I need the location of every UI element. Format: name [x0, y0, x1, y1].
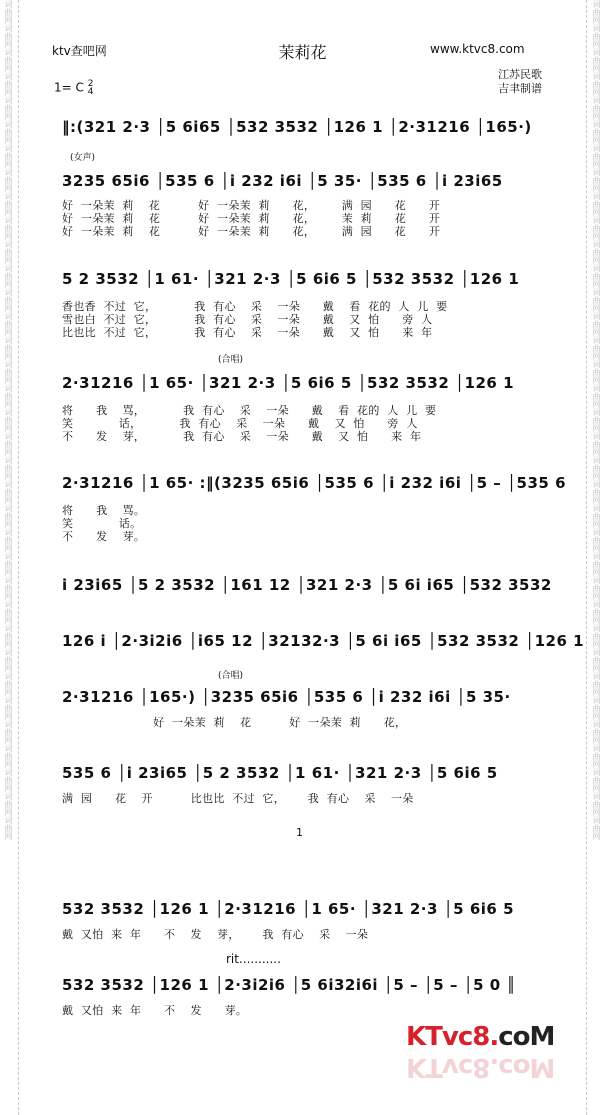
- score-line-6: i 23i65 │5 2 3532 │161 12 │321 2·3 │5 6i i65 │532 3532: [62, 576, 552, 594]
- time-bottom: 4: [87, 87, 94, 97]
- score-line-2: 3235 65i6 │535 6 │i 232 i6i │5 35· │535 6 │i 23i65: [62, 172, 503, 190]
- score-line-3: 5 2 3532 │1 61· │321 2·3 │5 6i6 5 │532 3532 │126 1: [62, 270, 520, 288]
- lyric-2b: 雪也白 不过 它， 我 有心 采 一朵 戴 又 怕 旁 人: [62, 313, 433, 326]
- lyric-1c: 好 一朵茉 莉 花 好 一朵茉 莉 花， 满 园 花 开: [62, 225, 441, 238]
- time-top: 2: [87, 79, 94, 89]
- time-signature: [88, 80, 94, 96]
- lyric-2c: 比也比 不过 它， 我 有心 采 一朵 戴 又 怕 来 年: [62, 326, 433, 339]
- lyric-5: 好 一朵茉 莉 花 好 一朵茉 莉 花，: [62, 716, 407, 729]
- tag-chorus-2: (合唱): [218, 671, 244, 681]
- lyric-3b: 笑 话， 我 有心 采 一朵 戴 又 怕 旁 人: [62, 417, 418, 430]
- score-line-1: ‖:(321 2·3 │5 6i65 │532 3532 │126 1 │2·31216 │165·): [62, 118, 532, 136]
- score-line-11: 532 3532 │126 1 │2·3i2i6 │5 6i32i6i │5 – │5 – │5 0 ║: [62, 976, 516, 994]
- left-margin-strip: [0, 0, 19, 1115]
- margin-watermark-right: 词曲网词曲网词曲网词曲网词曲网词曲网词曲网词曲网词曲网词曲网词曲网词曲网词曲网词曲网词曲网词曲网词曲网词曲网词曲网词曲网词曲网词曲网词曲网词曲网词曲网词曲网词曲网词曲网词曲网词曲网词曲网词曲网词曲网词曲网词曲网: [592, 0, 601, 840]
- site-logo: [406, 1022, 554, 1052]
- score-line-7: 126 i │2·3i2i6 │i65 12 │32132·3 │5 6i i65 │532 3532 │126 1: [62, 632, 585, 650]
- lyric-3a: 将 我 骂， 我 有心 采 一朵 戴 看 花的 人 儿 要: [62, 404, 437, 417]
- logo-part-1: KTvc8.: [406, 1022, 499, 1052]
- lyric-3c: 不 发 芽， 我 有心 采 一朵 戴 又 怕 来 年: [62, 430, 422, 443]
- lyric-4c: 不 发 芽。: [62, 530, 146, 543]
- song-title: 茉莉花: [278, 43, 327, 62]
- lyric-2a: 香也香 不过 它， 我 有心 采 一朵 戴 看 花的 人 儿 要: [62, 300, 448, 313]
- logo-reflection-text-2: coM: [498, 1052, 555, 1082]
- tag-chorus-1: (合唱): [218, 355, 244, 365]
- credit-arranger: 吉聿制谱: [498, 82, 542, 95]
- lyric-8: 戴 又怕 来 年 不 发 芽。: [62, 1004, 248, 1017]
- logo-reflection-text: KTvc8.: [406, 1052, 499, 1082]
- score-line-10: 532 3532 │126 1 │2·31216 │1 65· │321 2·3 │5 6i6 5: [62, 900, 515, 918]
- score-line-4: 2·31216 │1 65· │321 2·3 │5 6i6 5 │532 3532 │126 1: [62, 374, 515, 392]
- key-signature: [54, 80, 93, 96]
- site-url: www.ktvc8.com: [430, 42, 525, 56]
- page-number: 1: [296, 826, 303, 839]
- credit-origin: 江苏民歌: [498, 68, 542, 81]
- logo-part-2: coM: [498, 1022, 555, 1052]
- lyric-4a: 将 我 骂。: [62, 504, 146, 517]
- score-line-5: 2·31216 │1 65· :‖(3235 65i6 │535 6 │i 232 i6i │5 – │535 6: [62, 474, 567, 492]
- song-credits: [498, 68, 542, 96]
- score-line-9: 535 6 │i 23i65 │5 2 3532 │1 61· │321 2·3 │5 6i6 5: [62, 764, 498, 782]
- site-name-left: ktv查吧网: [52, 44, 107, 58]
- lyric-7: 戴 又怕 来 年 不 发 芽， 我 有心 采 一朵: [62, 928, 369, 941]
- right-margin-strip: [586, 0, 605, 1115]
- lyric-1b: 好 一朵茉 莉 花 好 一朵茉 莉 花， 茉 莉 花 开: [62, 212, 441, 225]
- margin-watermark-left: 词曲网词曲网词曲网词曲网词曲网词曲网词曲网词曲网词曲网词曲网词曲网词曲网词曲网词曲网词曲网词曲网词曲网词曲网词曲网词曲网词曲网词曲网词曲网词曲网词曲网词曲网词曲网词曲网词曲网词曲网词曲网词曲网词曲网词曲网词曲网: [4, 0, 13, 840]
- score-line-8: 2·31216 │165·) │3235 65i6 │535 6 │i 232 i6i │5 35·: [62, 688, 511, 706]
- logo-reflection: [406, 1052, 554, 1082]
- lyric-6: 满 园 花 开 比也比 不过 它， 我 有心 采 一朵: [62, 792, 414, 805]
- key-label: 1= C: [54, 80, 84, 95]
- lyric-4b: 笑 话。: [62, 517, 142, 530]
- ritardando-mark: rit...........: [226, 952, 281, 966]
- tag-female: (女声): [70, 153, 96, 163]
- lyric-1a: 好 一朵茉 莉 花 好 一朵茉 莉 花， 满 园 花 开: [62, 199, 441, 212]
